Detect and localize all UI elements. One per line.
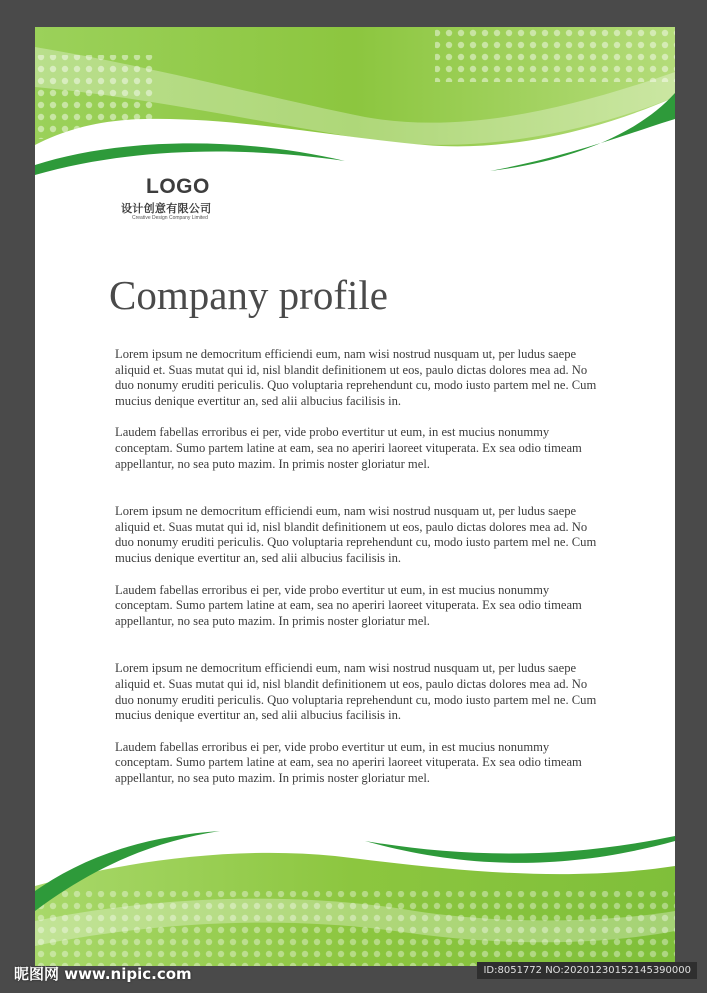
document-page bbox=[35, 27, 675, 966]
bottom-wave-decoration bbox=[35, 816, 675, 966]
paragraph: Lorem ipsum ne democritum efficiendi eum, nam wisi nostrud nusquam ut, per ludus saepe aliquid et. Suas mutat qui id, nisl blandit definitionem ut eos, paulo dictas dolores mea ad. No duo nonumy eruditi periculis. Quo voluptaria reprehendunt cu, modo iusto partem mel ne. Cum mucius denique evertitur an, sed alii albucius facilisis in. bbox=[115, 661, 597, 723]
paragraph: Laudem fabellas erroribus ei per, vide probo evertitur ut eum, in est mucius nonummy conceptam. Sumo partem latine at eam, sea no aperiri laoreet vituperata. Ex sea odio timeam appellantur, no sea puto mazim. In primis noster gloriatur mel. bbox=[115, 582, 582, 628]
paragraph: Lorem ipsum ne democritum efficiendi eum, nam wisi nostrud nusquam ut, per ludus saepe aliquid et. Suas mutat qui id, nisl blandit definitionem ut eos, paulo dictas dolores mea ad. No duo nonumy eruditi periculis. Quo voluptaria reprehendunt cu, modo iusto partem mel ne. Cum mucius denique evertitur an, sed alii albucius facilisis in. bbox=[115, 504, 597, 565]
top-wave-decoration bbox=[35, 27, 675, 187]
site-watermark: 昵图网 www.nipic.com bbox=[14, 965, 192, 983]
paragraph: Laudem fabellas erroribus ei per, vide probo evertitur ut eum, in est mucius nonummy conceptam. Sumo partem latine at eam, sea no aperiri laoreet vituperata. Ex sea odio timeam appellantur, no sea puto mazim. In primis noster gloriatur mel. bbox=[115, 739, 582, 785]
paragraph: Laudem fabellas erroribus ei per, vide probo evertitur ut eum, in est mucius nonummy conceptam. Sumo partem latine at eam, sea no aperiri laoreet vituperata. Ex sea odio timeam appellantur, no sea puto mazim. In primis noster gloriatur mel. bbox=[115, 425, 582, 471]
logo-chinese-name: 设计创意有限公司 bbox=[121, 202, 212, 215]
body-text bbox=[115, 347, 605, 786]
page-title: Company profile bbox=[109, 272, 388, 318]
logo-english-name: Creative Design Company Limited bbox=[132, 215, 208, 221]
logo-wordmark: LOGO bbox=[146, 175, 210, 198]
image-id-label: ID:8051772 NO:20201230152145390000 bbox=[477, 962, 697, 979]
paragraph: Lorem ipsum ne democritum efficiendi eum, nam wisi nostrud nusquam ut, per ludus saepe aliquid et. Suas mutat qui id, nisl blandit definitionem ut eos, paulo dictas dolores mea ad. No duo nonumy eruditi periculis. Quo voluptaria reprehendunt cu, modo iusto partem mel ne. Cum mucius denique evertitur an, sed alii albucius facilisis in. bbox=[115, 347, 597, 408]
